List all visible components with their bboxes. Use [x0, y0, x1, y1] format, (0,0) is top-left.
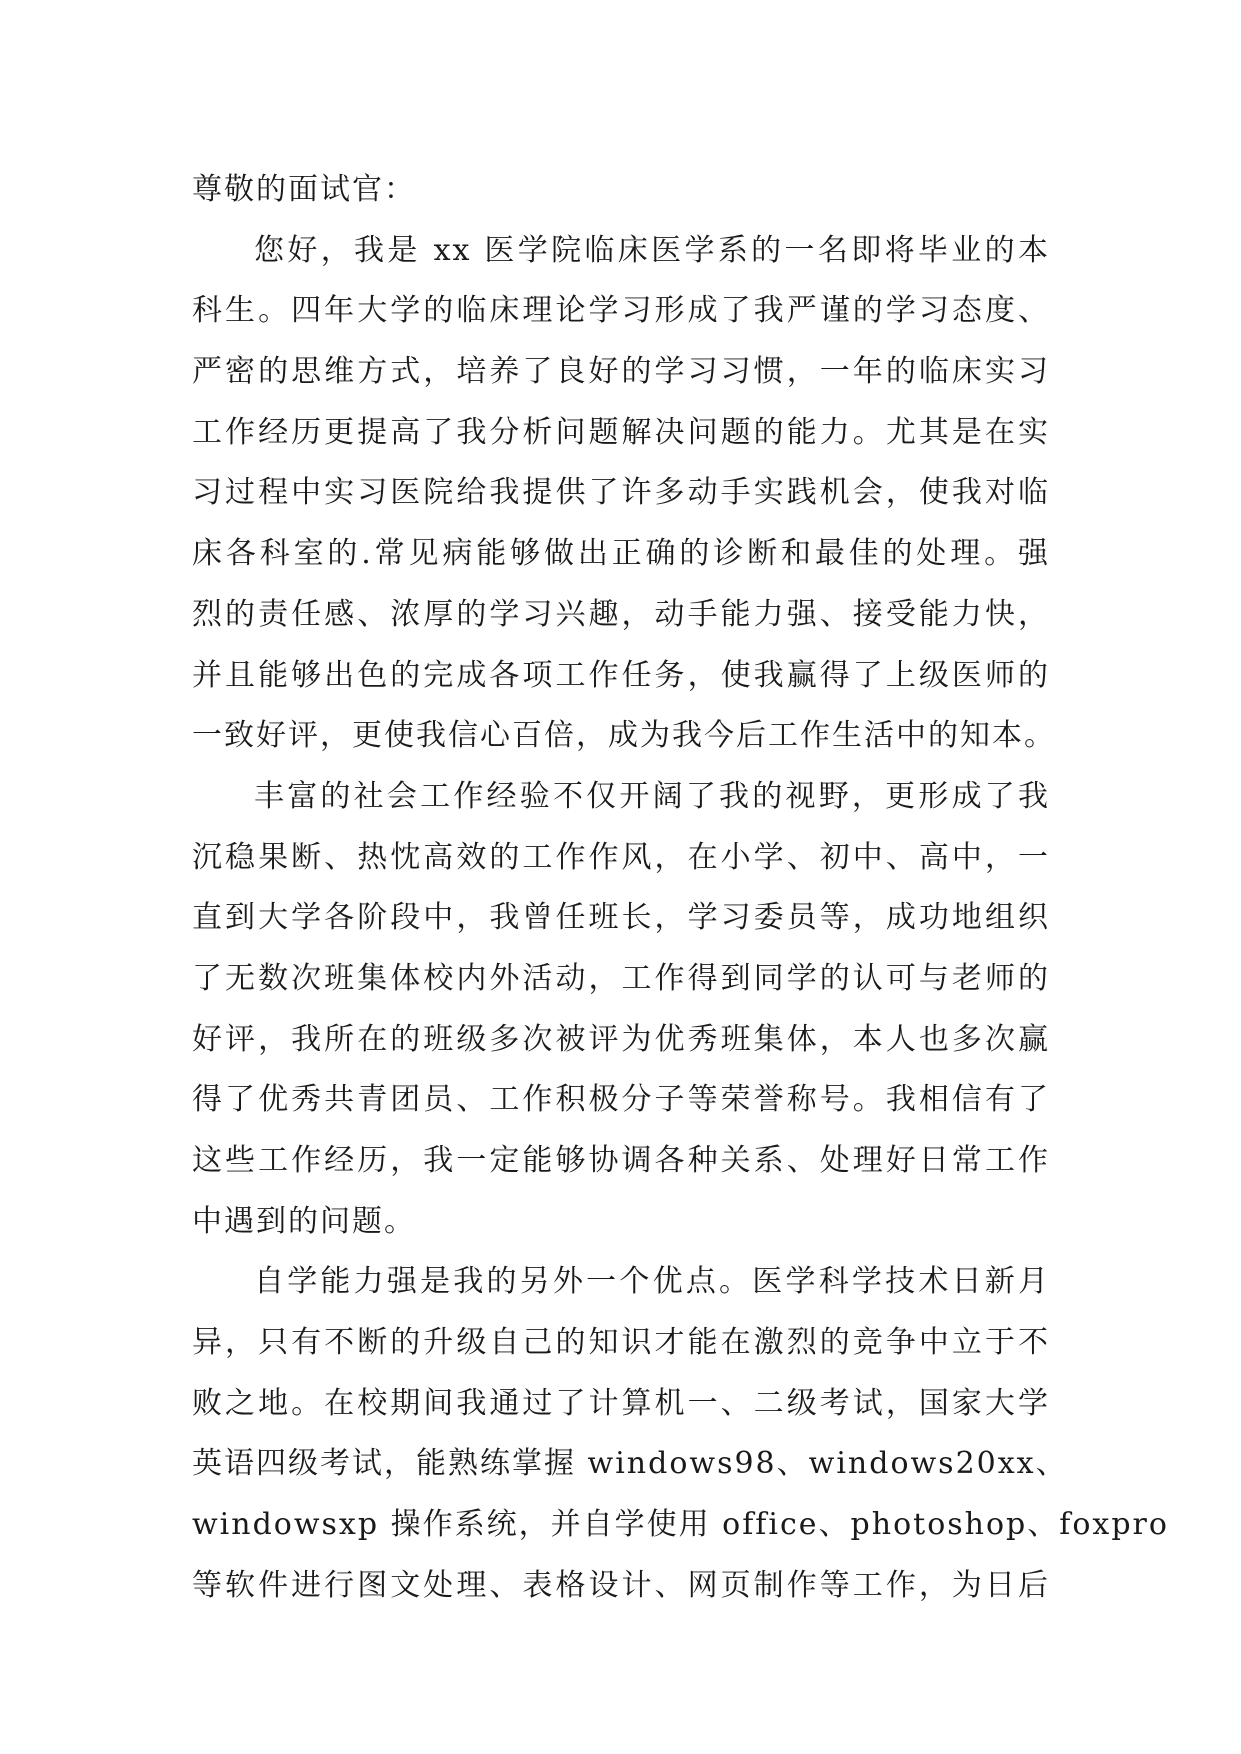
- letter-body: [192, 160, 1169, 1617]
- paragraph-line: 英语四级考试，能熟练掌握 windows98、windows20xx、: [192, 1446, 1068, 1482]
- paragraph-line: windowsxp 操作系统，并自学使用 office、photoshop、foxpro: [192, 1507, 1169, 1543]
- paragraph-line: 异，只有不断的升级自己的知识才能在激烈的竞争中立于不: [192, 1325, 1050, 1361]
- paragraph-2: [192, 767, 1050, 1253]
- paragraph-3: [192, 1252, 1169, 1616]
- salutation: 尊敬的面试官：: [192, 172, 416, 207]
- paragraph-line: 您好，我是 xx 医学院临床医学系的一名即将毕业的本: [254, 232, 1050, 268]
- paragraph-line: 烈的责任感、浓厚的学习兴趣，动手能力强、接受能力快，: [192, 596, 1050, 632]
- paragraph-line: 床各科室的.常见病能够做出正确的诊断和最佳的处理。强: [192, 536, 1050, 572]
- paragraph-line: 直到大学各阶段中，我曾任班长，学习委员等，成功地组织: [192, 900, 1050, 936]
- paragraph-line: 并且能够出色的完成各项工作任务，使我赢得了上级医师的: [192, 657, 1050, 693]
- paragraph-line: 工作经历更提高了我分析问题解决问题的能力。尤其是在实: [192, 414, 1050, 450]
- paragraph-line: 自学能力强是我的另外一个优点。医学科学技术日新月: [254, 1264, 1050, 1300]
- paragraph-line: 习过程中实习医院给我提供了许多动手实践机会，使我对临: [192, 475, 1050, 511]
- paragraph-line: 一致好评，更使我信心百倍，成为我今后工作生活中的知本。: [192, 718, 1056, 754]
- paragraph-line: 好评，我所在的班级多次被评为优秀班集体，本人也多次赢: [192, 1021, 1050, 1057]
- paragraph-line: 败之地。在校期间我通过了计算机一、二级考试，国家大学: [192, 1385, 1050, 1421]
- paragraph-line: 了无数次班集体校内外活动，工作得到同学的认可与老师的: [192, 960, 1050, 996]
- paragraph-line: 丰富的社会工作经验不仅开阔了我的视野，更形成了我: [254, 778, 1050, 814]
- paragraph-line: 等软件进行图文处理、表格设计、网页制作等工作，为日后: [192, 1567, 1050, 1603]
- paragraph-line: 沉稳果断、热忱高效的工作作风，在小学、初中、高中，一: [192, 839, 1050, 875]
- paragraph-line: 得了优秀共青团员、工作积极分子等荣誉称号。我相信有了: [192, 1082, 1050, 1118]
- paragraph-line: 这些工作经历，我一定能够协调各种关系、处理好日常工作: [192, 1143, 1050, 1178]
- paragraph-line: 严密的思维方式，培养了良好的学习习惯，一年的临床实习: [192, 354, 1050, 390]
- paragraph-1: [192, 221, 1056, 767]
- paragraph-line: 中遇到的问题。: [192, 1203, 416, 1239]
- paragraph-line: 科生。四年大学的临床理论学习形成了我严谨的学习态度、: [192, 293, 1050, 329]
